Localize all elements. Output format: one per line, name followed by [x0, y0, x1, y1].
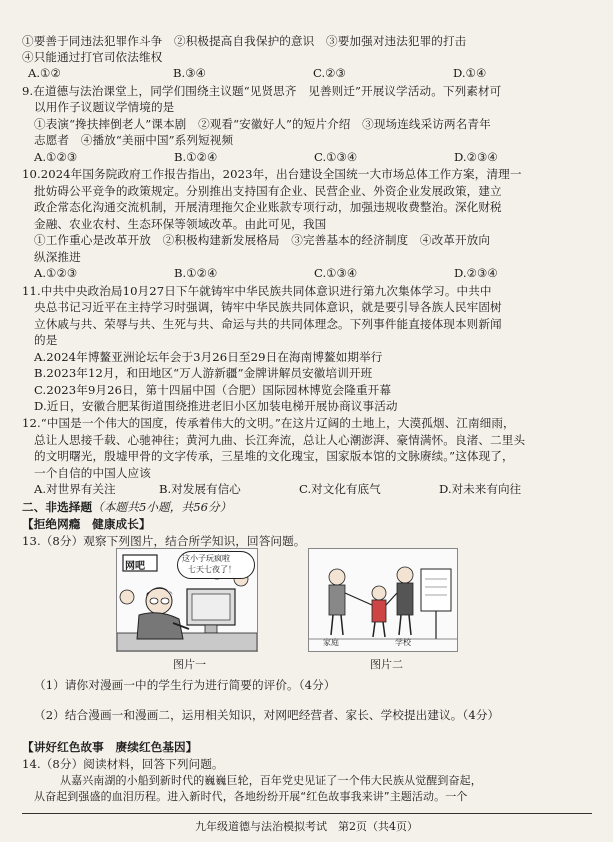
q12-option-c[interactable]: C.对文化有底气 — [299, 482, 381, 496]
q10-stem-line-1: 10.2024年国务院政府工作报告指出，2023年，出台建设全国统一大市场总体工作方案，清理一 — [22, 167, 522, 181]
q11-choice-c[interactable]: C.2023年9月26日，第十四届中国（合肥）国际园林博览会隆重开幕 — [34, 383, 392, 397]
page-footer: 九年级道德与法治模拟考试 第2页（共4页） — [195, 820, 418, 833]
q10-stem-line-2: 批妨碍公平竞争的政策规定。分别推出支持国有企业、民营企业、外资企业发展政策，建立 — [34, 184, 502, 198]
figure-2-cartoon — [308, 548, 458, 652]
q10-stem-line-5: ①工作重心是改革开放 ②积极构建新发展格局 ③完善基本的经济制度 ④改革开放向 — [34, 233, 491, 247]
q11-choice-d[interactable]: D.近日，安徽合肥某街道围绕推进老旧小区加装电梯开展协商议事活动 — [34, 399, 398, 413]
q9-option-b[interactable]: B.①②④ — [174, 150, 218, 164]
cafe-sign: 网吧 — [125, 561, 145, 572]
q11-choice-a[interactable]: A.2024年博鳌亚洲论坛年会于3月26日至29日在海南博鳌如期举行 — [34, 350, 383, 364]
q9-option-a[interactable]: A.①②③ — [34, 150, 78, 164]
theme-heading-1: 【拒绝网瘾 健康成长】 — [22, 517, 151, 531]
figure-1-cartoon — [116, 548, 258, 652]
figure-1-caption: 图片一 — [173, 658, 206, 671]
q10-options — [34, 266, 594, 280]
figure-2-caption: 图片二 — [370, 658, 403, 671]
q12-stem-line-2: 总让人思接千载、心驰神往；黄河九曲、长江奔流，总让人心潮澎湃、豪情满怀。良渚、二里头 — [34, 433, 526, 447]
q8-option-a[interactable]: A.①② — [28, 66, 61, 80]
q14-material-line-1: 从嘉兴南湖的小船到新时代的巍巍巨轮，百年党史见证了一个伟大民族从觉醒到奋起， — [60, 774, 482, 787]
q10-option-a[interactable]: A.①②③ — [34, 266, 78, 280]
q13-prompt: 13.（8分）观察下列图片，结合所学知识，回答问题。 — [22, 534, 306, 548]
q11-stem-line-2: 央总书记习近平在主持学习时强调，铸牢中华民族共同体意识，就是要引导各族人民牢固树 — [34, 300, 502, 314]
q10-stem-line-4: 金融、农业农村、生态环保等领域改革。由此可见，我国 — [34, 217, 327, 231]
q10-option-c[interactable]: C.①③④ — [314, 266, 358, 280]
q10-stem-line-3: 政企常态化沟通交流机制，开展清理拖欠企业账款专项行动，加强违规收费整治。深化财税 — [34, 200, 502, 214]
q8-option-c[interactable]: C.②③ — [313, 66, 346, 80]
q14-prompt: 14.（8分）阅读材料，回答下列问题。 — [22, 757, 224, 771]
q9-stem-line-3: ①表演“搀扶摔倒老人”课本剧 ②观看“安徽好人”的短片介绍 ③现场连线采访两名青年 — [34, 117, 491, 131]
label-school: 学校 — [395, 638, 411, 647]
q8-option-b[interactable]: B.③④ — [173, 66, 206, 80]
q11-stem-line-4: 的是 — [34, 333, 58, 347]
q12-option-d[interactable]: D.对未来有向往 — [439, 482, 522, 496]
q10-stem-line-6: 纵深推进 — [34, 250, 81, 264]
q11-stem-line-1: 11.中共中央政治局10月27日下午就铸牢中华民族共同体意识进行第九次集体学习。中共中 — [22, 284, 492, 298]
q10-option-b[interactable]: B.①②④ — [174, 266, 218, 280]
q13-subquestion-1: （1）请你对漫画一中的学生行为进行简要的评价。（4分） — [34, 678, 336, 692]
speech-bubble — [177, 551, 255, 579]
q9-option-c[interactable]: C.①③④ — [314, 150, 358, 164]
label-family: 家庭 — [323, 638, 339, 647]
q9-stem-line-1: 9.在道德与法治课堂上，同学们围绕主议题“见贤思齐 见善则迁”开展议学活动。下列素材可 — [22, 84, 502, 98]
q14-material-line-2: 从奋起到强盛的血泪历程。进入新时代，各地纷纷开展“红色故事我来讲”主题活动。一个 — [34, 790, 468, 803]
q12-stem-line-1: 12.“中国是一个伟大的国度，传承着伟大的文明。”在这片辽阔的土地上，大漠孤烟、江南细雨， — [22, 416, 515, 430]
q12-stem-line-4: 一个自信的中国人应该 — [34, 466, 151, 480]
bubble-line-2: 七天七夜了！ — [188, 565, 236, 574]
q9-stem-line-4: 志愿者 ④播放“美丽中国”系列短视频 — [34, 133, 234, 147]
q12-option-a[interactable]: A.对世界有关注 — [34, 482, 116, 496]
q11-choice-b[interactable]: B.2023年12月，和田地区“万人游新疆”金牌讲解员安徽培训开班 — [34, 366, 373, 380]
q8-option-d[interactable]: D.①④ — [453, 66, 487, 80]
theme-heading-2: 【讲好红色故事 赓续红色基因】 — [22, 740, 198, 754]
section-title: 二、非选择题 — [22, 500, 93, 514]
family-school-illustration — [309, 549, 457, 651]
q9-stem-line-2: 以用作子议题议学情境的是 — [34, 100, 175, 114]
q8-options — [28, 66, 588, 80]
q13-subquestion-2: （2）结合漫画一和漫画二，运用相关知识，对网吧经营者、家长、学校提出建议。（4分） — [34, 708, 500, 722]
bubble-line-1: 这小子玩疯啦 — [182, 554, 230, 563]
q12-option-b[interactable]: B.对发展有信心 — [159, 482, 241, 496]
q9-options — [34, 150, 594, 164]
section-heading — [22, 500, 232, 514]
q8-choice-line-2: ④只能通过打官司依法维权 — [22, 50, 163, 64]
q11-stem-line-3: 立休戚与共、荣辱与共、生死与共、命运与共的共同体理念。下列事件能直接体现本则新闻 — [34, 317, 502, 331]
section-note: （本题共5小题，共56分） — [92, 500, 232, 514]
q12-options — [34, 482, 594, 496]
q10-option-d[interactable]: D.②③④ — [454, 266, 498, 280]
q12-stem-line-3: 的文明曙光，殷墟甲骨的文字传承，三星堆的文化瑰宝，国家版本馆的文脉赓续。”这体现了， — [34, 449, 514, 463]
footer-divider — [22, 813, 592, 814]
q8-choice-line-1: ①要善于同违法犯罪作斗争 ②积极提高自我保护的意识 ③要加强对违法犯罪的打击 — [22, 34, 467, 48]
q9-option-d[interactable]: D.②③④ — [454, 150, 498, 164]
